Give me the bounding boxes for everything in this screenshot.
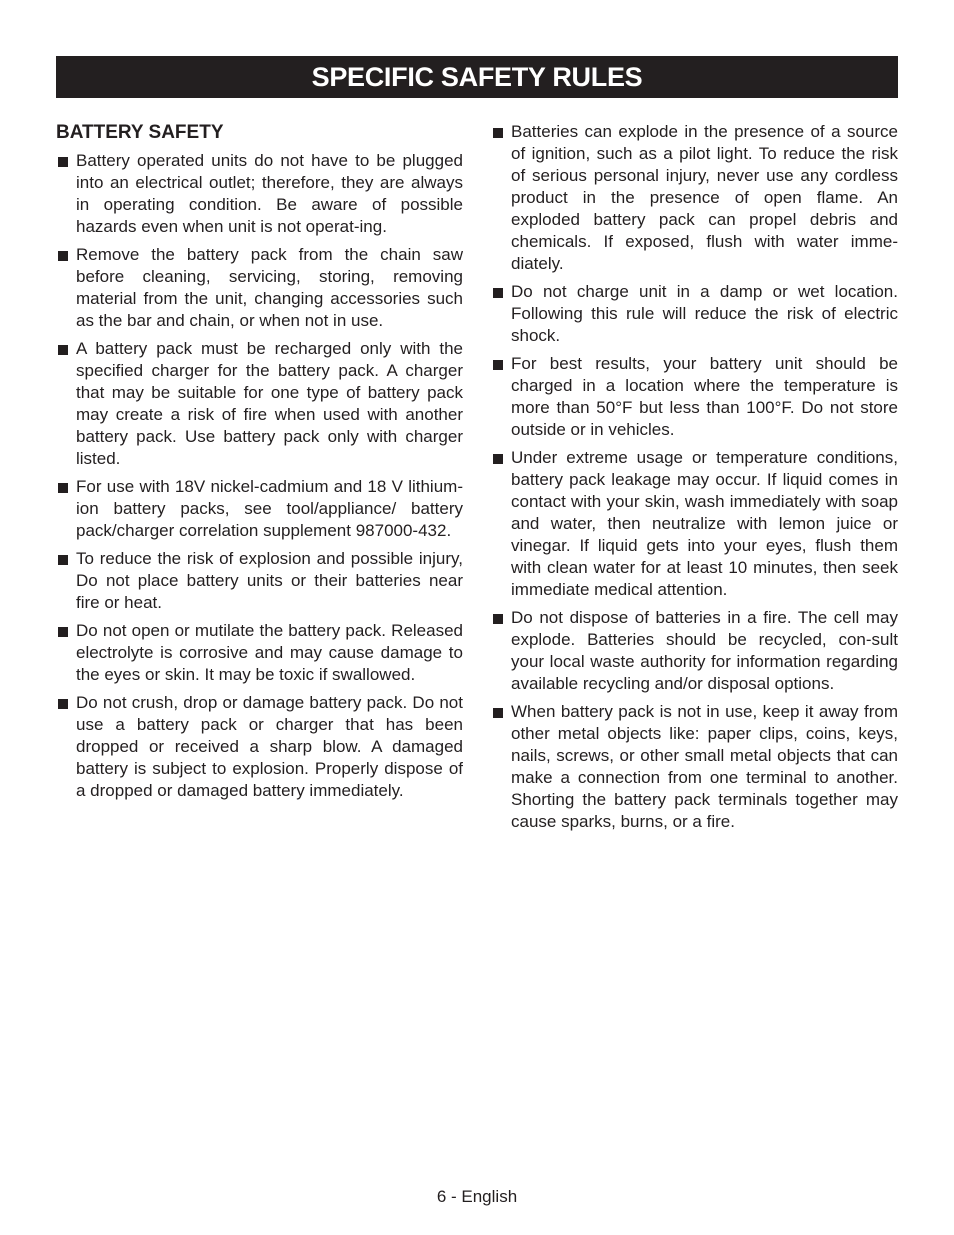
page-number: 6 - English — [436, 1187, 518, 1206]
list-item-text: Remove the battery pack from the chain saw before cleaning, servicing, storing, removing material from the unit, changing accessories such as the bar and chain, or when not in use. — [76, 245, 463, 330]
square-bullet-icon — [493, 360, 503, 370]
list-item — [491, 281, 898, 347]
list-item — [56, 338, 463, 470]
right-column — [491, 120, 898, 839]
list-item — [491, 353, 898, 441]
page-banner — [56, 56, 898, 98]
square-bullet-icon — [493, 614, 503, 624]
list-item-text: Batteries can explode in the presence of a source of ignition, such as a pilot light. To reduce the risk of serious personal injury, never use any cordless product in the presence of open flame. An exploded battery pack can propel debris and chemicals. If exposed, flush with water imme-diately. — [511, 122, 898, 273]
square-bullet-icon — [58, 627, 68, 637]
square-bullet-icon — [493, 128, 503, 138]
square-bullet-icon — [58, 699, 68, 709]
square-bullet-icon — [493, 708, 503, 718]
section-heading: BATTERY SAFETY — [56, 122, 224, 143]
square-bullet-icon — [493, 454, 503, 464]
list-item-text: Do not crush, drop or damage battery pack. Do not use a battery pack or charger that has been dropped or received a sharp blow. A damaged battery is subject to explosion. Properly dispose of a dropped or damaged battery immediately. — [76, 693, 463, 800]
square-bullet-icon — [493, 288, 503, 298]
list-item-text: Under extreme usage or temperature conditions, battery pack leakage may occur. If liquid comes in contact with your skin, wash immediately with soap and water, then neutralize with lemon juice or vinegar. If liquid gets into your eyes, flush them with clean water for at least 10 minutes, then seek immediate medical attention. — [511, 448, 898, 599]
list-item — [491, 701, 898, 833]
list-item — [56, 620, 463, 686]
list-item — [56, 244, 463, 332]
list-item-text: A battery pack must be recharged only with the specified charger for the battery pack. A charger that may be suitable for one type of battery pack may create a risk of fire when used with another battery pack. Use battery pack only with charger listed. — [76, 339, 463, 468]
left-column — [56, 120, 463, 808]
list-item — [491, 447, 898, 601]
right-bullet-list — [491, 121, 898, 833]
square-bullet-icon — [58, 345, 68, 355]
page-title: SPECIFIC SAFETY RULES — [311, 61, 643, 92]
list-item-text: For best results, your battery unit should be charged in a location where the temperature is more than 50°F but less than 100°F. Do not store outside or in vehicles. — [511, 354, 898, 439]
list-item — [56, 476, 463, 542]
list-item — [56, 692, 463, 802]
list-item — [491, 607, 898, 695]
list-item-text: Do not dispose of batteries in a fire. The cell may explode. Batteries should be recycled, con-sult your local waste authority for information regarding available recycling and/or disposal options. — [511, 608, 898, 693]
list-item-text: For use with 18V nickel-cadmium and 18 V lithium-ion battery packs, see tool/appliance/ battery pack/charger correlation supplement 987000-432. — [76, 477, 463, 540]
list-item-text: Battery operated units do not have to be plugged into an electrical outlet; therefore, they are always in operating condition. Be aware of possible hazards even when unit is not operat-ing. — [76, 151, 463, 236]
square-bullet-icon — [58, 555, 68, 565]
list-item — [56, 150, 463, 238]
list-item — [56, 548, 463, 614]
list-item-text: To reduce the risk of explosion and possible injury, Do not place battery units or their batteries near fire or heat. — [76, 549, 463, 612]
square-bullet-icon — [58, 157, 68, 167]
square-bullet-icon — [58, 251, 68, 261]
square-bullet-icon — [58, 483, 68, 493]
left-bullet-list — [56, 150, 463, 802]
list-item — [491, 121, 898, 275]
list-item-text: Do not open or mutilate the battery pack. Released electrolyte is corrosive and may cause damage to the eyes or skin. It may be toxic if swallowed. — [76, 621, 463, 684]
list-item-text: Do not charge unit in a damp or wet location. Following this rule will reduce the risk of electric shock. — [511, 282, 898, 345]
list-item-text: When battery pack is not in use, keep it away from other metal objects like: paper clips, coins, keys, nails, screws, or other small metal objects that can make a connection from one terminal to another. Shorting the battery pack terminals together may cause sparks, burns, or a fire. — [511, 702, 898, 831]
